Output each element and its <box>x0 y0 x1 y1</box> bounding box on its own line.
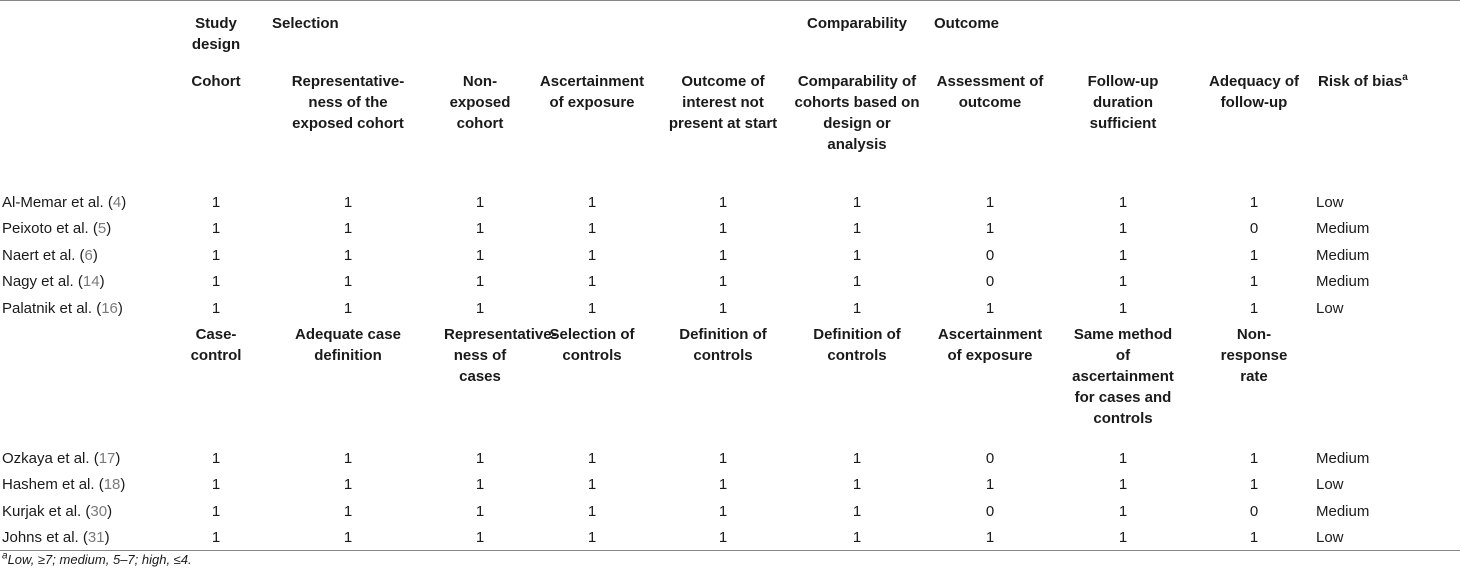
table-row <box>0 268 1460 294</box>
score-cell: 1 <box>343 502 353 520</box>
header-group-row <box>0 1 1460 56</box>
reference-link[interactable]: 14 <box>82 273 100 291</box>
header-outcome-not-present: Outcome of interest not present at start <box>668 73 778 132</box>
table-row <box>0 498 1460 524</box>
table-row <box>0 445 1460 471</box>
score-cell: 1 <box>1118 246 1128 264</box>
score-cell: 1 <box>718 476 728 494</box>
header-study-design: Study design <box>191 15 241 53</box>
score-cell: 1 <box>1054 524 1192 550</box>
risk-cell: Low <box>1316 476 1344 494</box>
score-cell: 1 <box>343 476 353 494</box>
score-cell: 1 <box>1249 273 1259 291</box>
score-cell: 1 <box>211 220 221 238</box>
score-cell: 1 <box>475 502 485 520</box>
table-row <box>0 295 1460 321</box>
score-cell: 1 <box>211 476 221 494</box>
score-cell: 1 <box>475 246 485 264</box>
score-cell: 1 <box>587 273 597 291</box>
reference-link[interactable]: 4 <box>112 194 122 211</box>
header-blank <box>0 1 170 56</box>
score-cell: 1 <box>343 220 353 238</box>
header-representativeness: Representative-ness of the exposed cohort <box>291 73 405 132</box>
score-cell: 0 <box>985 273 995 291</box>
score-cell: 1 <box>343 246 353 264</box>
study-cell: Johns et al. (31) <box>0 524 170 550</box>
header-cohort: Cohort <box>191 73 241 90</box>
score-cell: 1 <box>1249 476 1259 494</box>
score-cell: 1 <box>475 449 485 467</box>
score-cell: 1 <box>1118 194 1128 211</box>
score-cell: 1 <box>718 220 728 238</box>
score-cell: 1 <box>587 449 597 467</box>
study-cell: Hashem et al. (18) <box>2 476 126 494</box>
case-control-header-cell: Same method of ascertainment for cases and controls <box>1072 325 1174 427</box>
reference-link[interactable]: 17 <box>98 449 116 467</box>
score-cell: 1 <box>718 246 728 264</box>
score-cell: 1 <box>718 449 728 467</box>
case-control-header-cell: Adequate case definition <box>295 325 401 364</box>
score-cell: 1 <box>852 449 862 467</box>
reference-link[interactable]: 31 <box>87 529 105 547</box>
header-assessment-outcome: Assessment of outcome <box>936 73 1044 111</box>
risk-cell: Medium <box>1316 502 1370 520</box>
score-cell: 1 <box>475 273 485 291</box>
header-risk-of-bias: Risk of bias$^a$ <box>1318 72 1408 90</box>
study-cell: Ozkaya et al. (17) <box>2 449 121 467</box>
score-cell: 1 <box>718 299 728 317</box>
case-control-header-row <box>0 321 1460 445</box>
score-cell: 1 <box>718 194 728 211</box>
score-cell: 1 <box>985 299 995 317</box>
score-cell: 1 <box>587 502 597 520</box>
header-comparability: Comparability <box>806 15 908 32</box>
table-row <box>0 189 1460 215</box>
score-cell: 1 <box>587 220 597 238</box>
score-cell: 1 <box>926 524 1054 550</box>
score-cell: 1 <box>852 299 862 317</box>
table-row <box>0 242 1460 268</box>
reference-link[interactable]: 16 <box>101 299 118 317</box>
score-cell: 1 <box>343 449 353 467</box>
reference-link[interactable]: 5 <box>97 220 107 238</box>
header-column-row <box>0 55 1460 189</box>
risk-cell: Medium <box>1316 220 1370 238</box>
header-outcome: Outcome <box>934 15 1000 32</box>
score-cell: 1 <box>1118 299 1128 317</box>
score-cell: 1 <box>985 194 995 211</box>
study-cell: Peixoto et al. (5) <box>2 220 112 238</box>
study-cell: Naert et al. (6) <box>2 246 98 264</box>
score-cell: 1 <box>170 524 262 550</box>
risk-cell: Medium <box>1316 246 1370 264</box>
score-cell: 1 <box>211 194 221 211</box>
score-cell: 1 <box>658 524 788 550</box>
score-cell: 1 <box>1118 273 1128 291</box>
table-row <box>0 524 1460 550</box>
score-cell: 1 <box>1249 246 1259 264</box>
study-cell: Nagy et al. (14) <box>2 273 105 291</box>
score-cell: 1 <box>852 502 862 520</box>
score-cell: 1 <box>262 524 434 550</box>
score-cell: 1 <box>587 299 597 317</box>
footnote: $^a$Low, ≥7; medium, 5–7; high, ≤4. <box>2 550 192 567</box>
score-cell: 1 <box>587 194 597 211</box>
score-cell: 1 <box>1118 220 1128 238</box>
score-cell: 1 <box>475 476 485 494</box>
score-cell: 0 <box>985 449 995 467</box>
score-cell: 1 <box>1118 502 1128 520</box>
header-follow-up-duration: Follow-up duration sufficient <box>1087 73 1159 132</box>
score-cell: 1 <box>788 524 926 550</box>
score-cell: 1 <box>852 220 862 238</box>
reference-link[interactable]: 6 <box>84 246 93 264</box>
study-cell: Kurjak et al. (30) <box>2 502 113 520</box>
score-cell: 1 <box>211 502 221 520</box>
study-cell: Al-Memar et al. (4) <box>2 194 127 211</box>
risk-cell: Low <box>1316 299 1344 317</box>
table-row <box>0 471 1460 497</box>
case-control-header-cell: Case-control <box>190 325 242 364</box>
score-cell: 1 <box>211 299 221 317</box>
score-cell: 1 <box>718 502 728 520</box>
score-cell: 1 <box>434 524 526 550</box>
score-cell: 1 <box>1249 194 1259 211</box>
score-cell: 1 <box>475 299 485 317</box>
score-cell: 1 <box>475 220 485 238</box>
score-cell: 1 <box>1192 524 1316 550</box>
case-control-header-cell: Non-response rate <box>1220 325 1288 385</box>
header-selection: Selection <box>272 15 339 32</box>
table-row <box>0 215 1460 241</box>
case-control-header-cell: Definition of controls <box>679 325 767 364</box>
score-cell: 1 <box>852 246 862 264</box>
score-cell: 1 <box>587 246 597 264</box>
score-cell: 1 <box>1118 449 1128 467</box>
table-body <box>0 189 1460 551</box>
score-cell: 1 <box>211 273 221 291</box>
reference-link[interactable]: 30 <box>90 502 108 520</box>
score-cell: 1 <box>718 273 728 291</box>
score-cell: 1 <box>343 299 353 317</box>
score-cell: 1 <box>211 449 221 467</box>
header-non-exposed: Non-exposed cohort <box>449 73 511 132</box>
score-cell: 1 <box>852 194 862 211</box>
score-cell: 0 <box>985 502 995 520</box>
score-cell: 0 <box>1249 502 1259 520</box>
score-cell: 1 <box>985 476 995 494</box>
score-cell: 1 <box>985 220 995 238</box>
score-cell: 1 <box>343 194 353 211</box>
score-cell: 0 <box>985 246 995 264</box>
case-control-header-cell: Definition of controls <box>813 325 901 364</box>
case-control-header-cell: Selection of controls <box>549 325 635 364</box>
case-control-header-cell: Representative-ness of cases <box>444 325 557 385</box>
header-adequacy-follow-up: Adequacy of follow-up <box>1208 73 1299 111</box>
risk-cell: Medium <box>1316 449 1370 467</box>
risk-cell: Low <box>1316 194 1344 211</box>
risk-cell: Medium <box>1316 273 1370 291</box>
score-cell: 1 <box>211 246 221 264</box>
score-cell: 1 <box>852 476 862 494</box>
study-cell: Palatnik et al. (16) <box>2 299 123 317</box>
score-cell: 1 <box>526 524 658 550</box>
score-cell: 1 <box>1249 299 1259 317</box>
score-cell: 1 <box>1249 449 1259 467</box>
score-cell: 1 <box>475 194 485 211</box>
risk-cell: Low <box>1316 524 1460 550</box>
case-control-header-cell: Ascertainment of exposure <box>937 325 1043 364</box>
score-cell: 1 <box>343 273 353 291</box>
reference-link[interactable]: 18 <box>103 476 121 494</box>
score-cell: 1 <box>1118 476 1128 494</box>
score-cell: 1 <box>852 273 862 291</box>
header-comparability-cohorts: Comparability of cohorts based on design or analysis <box>794 73 920 153</box>
score-cell: 1 <box>587 476 597 494</box>
header-ascertainment: Ascertainment of exposure <box>539 73 645 111</box>
score-cell: 0 <box>1249 220 1259 238</box>
